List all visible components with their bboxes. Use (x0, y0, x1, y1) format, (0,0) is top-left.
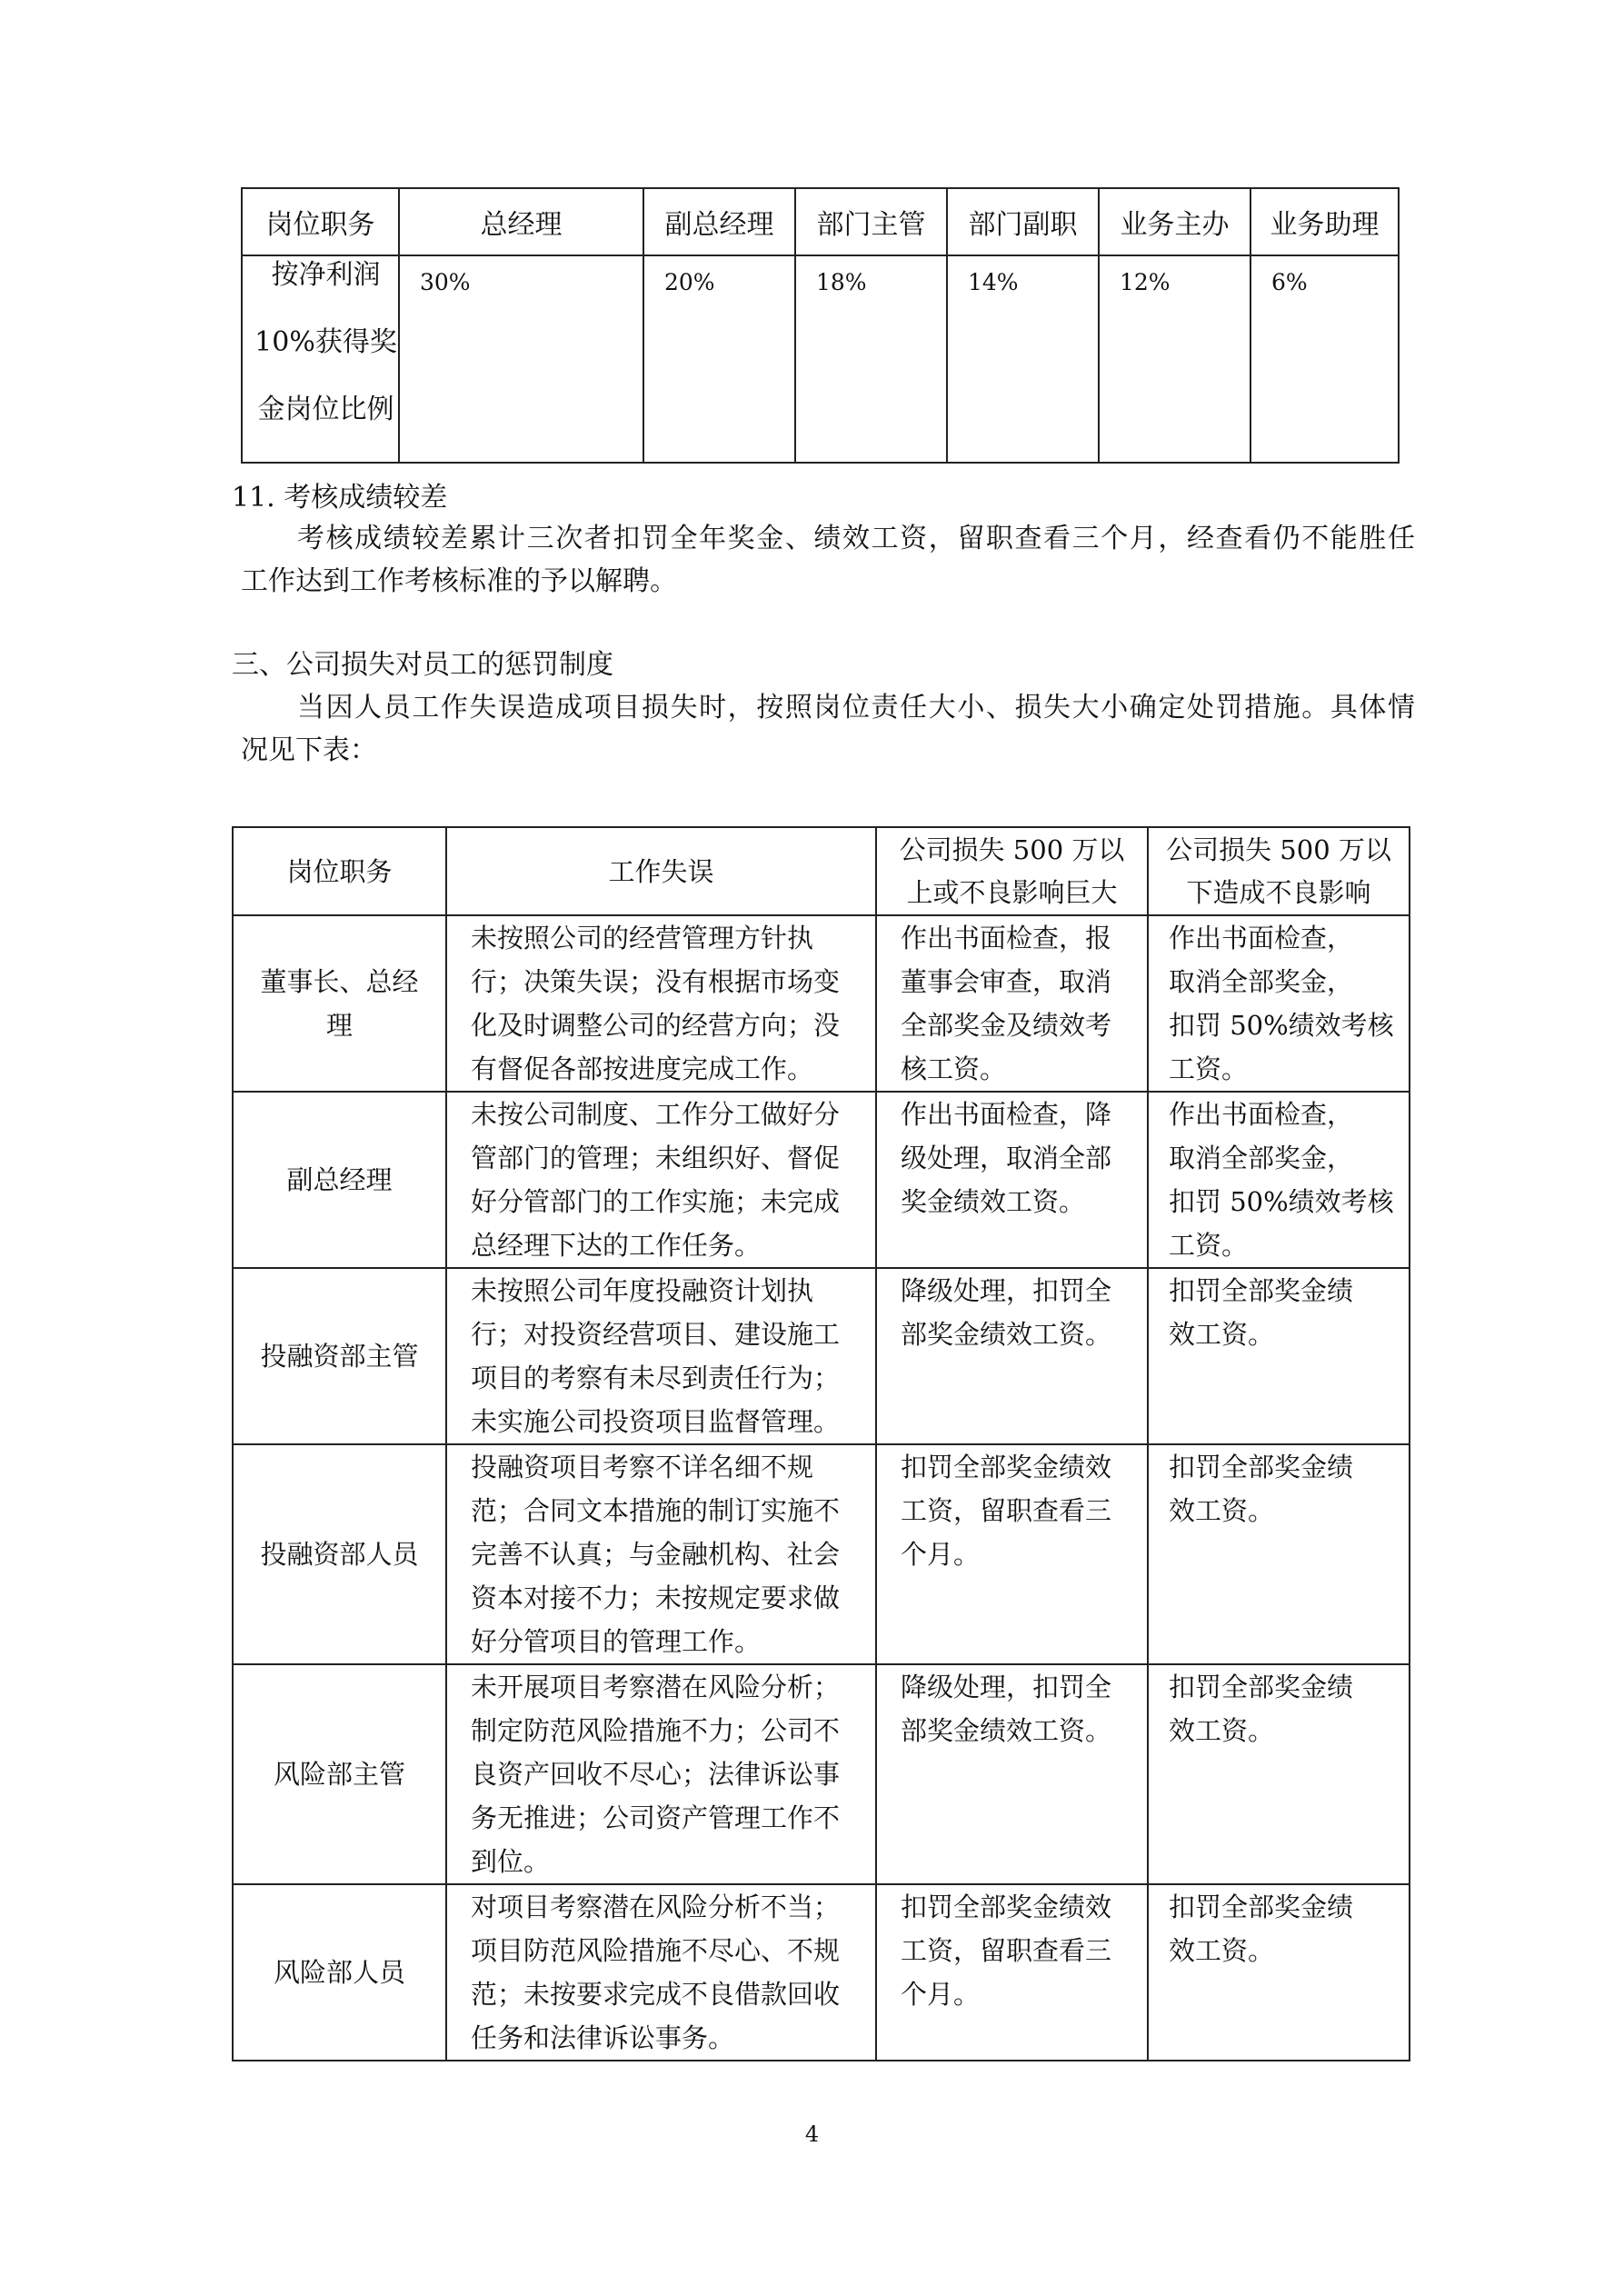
cell-line: 工资，留职查看三 (901, 1495, 1112, 1526)
cell-line: 取消全部奖金， (1169, 1143, 1354, 1173)
cell-line: 核工资。 (901, 1053, 1007, 1084)
position-cell (233, 1268, 446, 1444)
cell-line: 作出书面检查， (1169, 923, 1354, 953)
cell-line: 范；未按要求完成不良借款回收 (471, 1979, 841, 2010)
cell-line: 化及时调整公司的经营方向；没 (471, 1010, 841, 1041)
cell-line: 未开展项目考察潜在风险分析； (471, 1672, 841, 1702)
cell-line: 扣罚全部奖金绩效 (901, 1892, 1112, 1922)
table-row (233, 1664, 1410, 1884)
header-line: 公司损失 500 万以 (1166, 834, 1391, 865)
table-row (233, 1092, 1410, 1268)
cell-line: 范；合同文本措施的制订实施不 (471, 1495, 841, 1526)
value-cell: 14% (947, 255, 1099, 463)
cell-line: 董事会审查，取消 (901, 966, 1112, 997)
cell-line: 降级处理，扣罚全 (901, 1672, 1112, 1702)
small-loss-cell (1148, 915, 1410, 1092)
big-loss-cell (876, 915, 1148, 1092)
cell-line: 制定防范风险措施不力；公司不 (471, 1715, 841, 1746)
cell-line: 降级处理，扣罚全 (901, 1275, 1112, 1306)
big-loss-cell (876, 1092, 1148, 1268)
label-line: 按净利润 (271, 259, 381, 291)
cell-line: 完善不认真；与金融机构、社会 (471, 1539, 841, 1570)
cell-line: 项目防范风险措施不尽心、不规 (471, 1935, 841, 1966)
cell-line: 资本对接不力；未按规定要求做 (471, 1582, 841, 1613)
cell-line: 扣罚全部奖金绩 (1169, 1452, 1354, 1482)
cell-line: 未按照公司年度投融资计划执 (471, 1275, 814, 1306)
header-cell: 部门副职 (947, 188, 1099, 255)
cell-line: 扣罚 50%绩效考核 (1169, 1186, 1394, 1217)
cell-line: 任务和法律诉讼事务。 (471, 2022, 735, 2053)
cell-line: 效工资。 (1169, 1715, 1275, 1746)
cell-line: 奖金绩效工资。 (901, 1186, 1086, 1217)
cell-line: 有督促各部按进度完成工作。 (471, 1053, 814, 1084)
value-cell: 12% (1099, 255, 1250, 463)
big-loss-cell (876, 1664, 1148, 1884)
cell-line: 全部奖金及绩效考 (901, 1010, 1112, 1041)
cell-line: 作出书面检查，降 (901, 1099, 1112, 1130)
cell-line: 个月。 (901, 1979, 981, 2010)
value-cell: 20% (643, 255, 795, 463)
cell-line: 好分管项目的管理工作。 (471, 1626, 762, 1657)
small-loss-cell (1148, 1664, 1410, 1884)
cell-line: 董事长、总经 (260, 966, 419, 997)
cell-line: 对项目考察潜在风险分析不当； (471, 1892, 841, 1922)
section-heading: 三、公司损失对员工的惩罚制度 (232, 649, 613, 681)
big-loss-cell (876, 1884, 1148, 2061)
cell-line: 扣罚全部奖金绩效 (901, 1452, 1112, 1482)
cell-line: 理 (325, 1010, 353, 1041)
table-row (233, 915, 1410, 1092)
cell-line: 扣罚 50%绩效考核 (1169, 1010, 1394, 1041)
table-row (242, 255, 1399, 463)
cell-line: 扣罚全部奖金绩 (1169, 1275, 1354, 1306)
cell-line: 扣罚全部奖金绩 (1169, 1892, 1354, 1922)
header-cell: 副总经理 (643, 188, 795, 255)
cell-line: 工资，留职查看三 (901, 1935, 1112, 1966)
cell-line: 取消全部奖金， (1169, 966, 1354, 997)
cell-line: 作出书面检查，报 (901, 923, 1112, 953)
error-cell (446, 1444, 876, 1664)
table-header-row (242, 188, 1399, 255)
position-cell (233, 1092, 446, 1268)
cell-line: 投融资项目考察不详名细不规 (471, 1452, 814, 1482)
position-cell (233, 1884, 446, 2061)
position-cell (233, 1444, 446, 1664)
table-row (233, 1268, 1410, 1444)
cell-line: 工资。 (1169, 1053, 1249, 1084)
table-header-row (233, 827, 1410, 915)
cell-line: 务无推进；公司资产管理工作不 (471, 1802, 841, 1833)
cell-line: 效工资。 (1169, 1495, 1275, 1526)
header-line: 公司损失 500 万以 (899, 834, 1125, 865)
header-cell: 业务助理 (1250, 188, 1399, 255)
cell-line: 到位。 (471, 1846, 551, 1877)
cell-line: 良资产回收不尽心；法律诉讼事 (471, 1759, 841, 1790)
cell-line: 工资。 (1169, 1230, 1249, 1261)
cell-line: 副总经理 (286, 1164, 393, 1195)
cell-line: 效工资。 (1169, 1935, 1275, 1966)
header-line: 下造成不良影响 (1186, 876, 1371, 908)
cell-line: 行；决策失误；没有根据市场变 (471, 966, 841, 997)
position-cell (233, 1664, 446, 1884)
paragraph-line: 工作达到工作考核标准的予以解聘。 (241, 565, 677, 597)
paragraph-line: 况见下表： (241, 734, 377, 766)
cell-line: 管部门的管理；未组织好、督促 (471, 1143, 841, 1173)
small-loss-cell (1148, 1444, 1410, 1664)
error-cell (446, 1092, 876, 1268)
header-cell: 部门主管 (795, 188, 947, 255)
header-error: 工作失误 (446, 827, 876, 915)
penalty-table (232, 826, 1410, 2061)
cell-line: 风险部主管 (273, 1759, 405, 1790)
cell-line: 作出书面检查， (1169, 1099, 1354, 1130)
error-cell (446, 1884, 876, 2061)
cell-line: 好分管部门的工作实施；未完成 (471, 1186, 841, 1217)
header-cell: 岗位职务 (242, 188, 399, 255)
cell-line: 效工资。 (1169, 1319, 1275, 1350)
error-cell (446, 1268, 876, 1444)
cell-line: 投融资部主管 (260, 1341, 419, 1372)
small-loss-cell (1148, 1268, 1410, 1444)
cell-line: 未按公司制度、工作分工做好分 (471, 1099, 841, 1130)
error-cell (446, 1664, 876, 1884)
cell-line: 行；对投资经营项目、建设施工 (471, 1319, 841, 1350)
header-cell: 业务主办 (1099, 188, 1250, 255)
table-row (233, 1884, 1410, 2061)
header-position: 岗位职务 (233, 827, 446, 915)
label-line: 金岗位比例 (257, 394, 394, 425)
label-line: 10%获得奖 (254, 326, 397, 358)
value-cell: 18% (795, 255, 947, 463)
cell-line: 部奖金绩效工资。 (901, 1319, 1112, 1350)
section-heading: 11. 考核成绩较差 (232, 482, 448, 514)
cell-line: 投融资部人员 (260, 1539, 419, 1570)
value-cell: 30% (399, 255, 643, 463)
cell-line: 未按照公司的经营管理方针执 (471, 923, 814, 953)
row-label (242, 255, 399, 463)
cell-line: 部奖金绩效工资。 (901, 1715, 1112, 1746)
cell-line: 扣罚全部奖金绩 (1169, 1672, 1354, 1702)
small-loss-cell (1148, 1884, 1410, 2061)
paragraph-line: 当因人员工作失误造成项目损失时，按照岗位责任大小、损失大小确定处罚措施。具体情 (297, 692, 1415, 724)
cell-line: 未实施公司投资项目监督管理。 (471, 1406, 841, 1437)
header-small-loss (1148, 827, 1410, 915)
small-loss-cell (1148, 1092, 1410, 1268)
header-big-loss (876, 827, 1148, 915)
header-cell: 总经理 (399, 188, 643, 255)
position-cell (233, 915, 446, 1092)
cell-line: 级处理，取消全部 (901, 1143, 1112, 1173)
cell-line: 个月。 (901, 1539, 981, 1570)
paragraph-line: 考核成绩较差累计三次者扣罚全年奖金、绩效工资，留职查看三个月，经查看仍不能胜任 (297, 523, 1415, 554)
page-number: 4 (804, 2121, 820, 2147)
error-cell (446, 915, 876, 1092)
cell-line: 项目的考察有未尽到责任行为； (471, 1363, 841, 1393)
big-loss-cell (876, 1268, 1148, 1444)
bonus-ratio-table (241, 187, 1400, 464)
cell-line: 风险部人员 (273, 1957, 405, 1988)
value-cell: 6% (1250, 255, 1399, 463)
cell-line: 总经理下达的工作任务。 (471, 1230, 762, 1261)
header-line: 上或不良影响巨大 (906, 876, 1118, 908)
table-row (233, 1444, 1410, 1664)
big-loss-cell (876, 1444, 1148, 1664)
